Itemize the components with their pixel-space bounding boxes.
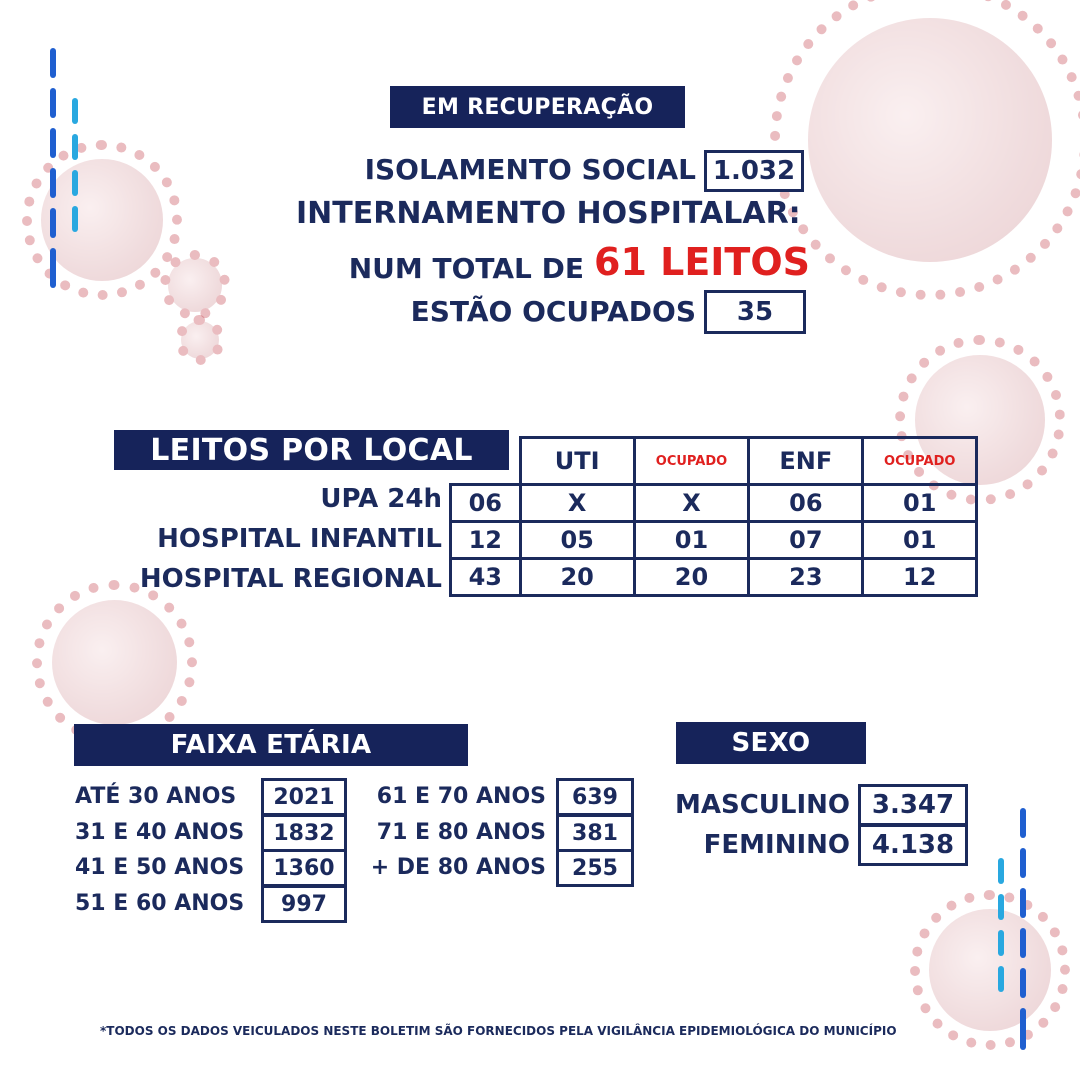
decorative-dash [1020, 968, 1026, 998]
row-label-hospital-regional: HOSPITAL REGIONAL [139, 564, 442, 594]
table-row [451, 522, 977, 559]
sexo-value-masculino: 3.347 [858, 784, 968, 826]
ocupados-value: 35 [704, 290, 806, 334]
row-label-hospital-infantil: HOSPITAL INFANTIL [157, 524, 442, 554]
sexo-value-feminino: 4.138 [858, 824, 968, 866]
sexo-label-feminino: FEMININO [703, 830, 850, 860]
cell-total: 43 [451, 559, 521, 596]
num-total-prefix: NUM TOTAL DE [348, 252, 584, 285]
decorative-dash [50, 248, 56, 288]
decorative-dash [1020, 888, 1026, 918]
decorative-dash [1020, 928, 1026, 958]
decorative-dash [72, 98, 78, 124]
cell-uti-ocupado: 01 [634, 522, 748, 559]
decorative-dash [1020, 808, 1026, 838]
faixa-title: FAIXA ETÁRIA [74, 724, 468, 766]
age-label: + DE 80 ANOS [370, 855, 546, 880]
age-label: 61 E 70 ANOS [376, 784, 546, 809]
cell-uti: X [520, 485, 634, 522]
age-value: 2021 [261, 778, 347, 816]
age-value: 997 [261, 885, 347, 923]
decorative-dash [50, 168, 56, 198]
decorative-dash [998, 858, 1004, 884]
age-value: 1832 [261, 814, 347, 852]
virus-illustration [770, 0, 1080, 300]
virus-illustration [175, 315, 225, 365]
header-uti-ocupado: OCUPADO [634, 438, 748, 485]
cell-enf-ocupado: 01 [863, 485, 977, 522]
cell-enf: 23 [749, 559, 863, 596]
leitos-title: LEITOS POR LOCAL [114, 430, 509, 470]
decorative-dash [998, 966, 1004, 992]
footer-note: *TODOS OS DADOS VEICULADOS NESTE BOLETIM SÃO FORNECIDOS PELA VIGILÂNCIA EPIDEMIOLÓGICA DO MUNICÍPIO [100, 1024, 897, 1038]
isolamento-label: ISOLAMENTO SOCIAL [364, 153, 696, 186]
age-value: 255 [556, 849, 634, 887]
header-uti: UTI [520, 438, 634, 485]
cell-total: 06 [451, 485, 521, 522]
age-label: 41 E 50 ANOS [75, 855, 245, 880]
decorative-dash [50, 88, 56, 118]
virus-illustration [160, 250, 230, 320]
num-total-value: 61 LEITOS [594, 240, 811, 284]
ocupados-label: ESTÃO OCUPADOS [410, 295, 696, 328]
table-row [451, 485, 977, 522]
decorative-dash [72, 206, 78, 232]
decorative-dash [1020, 848, 1026, 878]
decorative-dash [50, 128, 56, 158]
internamento-label: INTERNAMENTO HOSPITALAR: [296, 196, 801, 231]
cell-enf-ocupado: 12 [863, 559, 977, 596]
decorative-dash [50, 48, 56, 78]
cell-uti-ocupado: 20 [634, 559, 748, 596]
recovery-title: EM RECUPERAÇÃO [390, 86, 685, 128]
table-row [451, 559, 977, 596]
header-enf: ENF [749, 438, 863, 485]
virus-illustration [910, 890, 1070, 1050]
row-label-upa: UPA 24h [320, 484, 442, 514]
age-label: 51 E 60 ANOS [75, 891, 245, 916]
cell-uti: 05 [520, 522, 634, 559]
sexo-title: SEXO [676, 722, 866, 764]
age-value: 1360 [261, 849, 347, 887]
cell-total: 12 [451, 522, 521, 559]
decorative-dash [998, 930, 1004, 956]
age-label: 71 E 80 ANOS [376, 820, 546, 845]
decorative-dash [50, 208, 56, 238]
virus-illustration [32, 580, 197, 745]
decorative-dash [72, 170, 78, 196]
table-corner [451, 438, 521, 485]
header-enf-ocupado: OCUPADO [863, 438, 977, 485]
age-label: ATÉ 30 ANOS [75, 784, 237, 809]
age-label: 31 E 40 ANOS [75, 820, 245, 845]
isolamento-value: 1.032 [704, 150, 804, 192]
age-value: 639 [556, 778, 634, 816]
decorative-dash [1020, 1008, 1026, 1050]
cell-enf: 07 [749, 522, 863, 559]
decorative-dash [72, 134, 78, 160]
cell-uti: 20 [520, 559, 634, 596]
virus-illustration [22, 140, 182, 300]
cell-enf-ocupado: 01 [863, 522, 977, 559]
leitos-table [449, 436, 978, 597]
sexo-label-masculino: MASCULINO [674, 790, 850, 820]
cell-enf: 06 [749, 485, 863, 522]
decorative-dash [998, 894, 1004, 920]
cell-uti-ocupado: X [634, 485, 748, 522]
age-value: 381 [556, 814, 634, 852]
